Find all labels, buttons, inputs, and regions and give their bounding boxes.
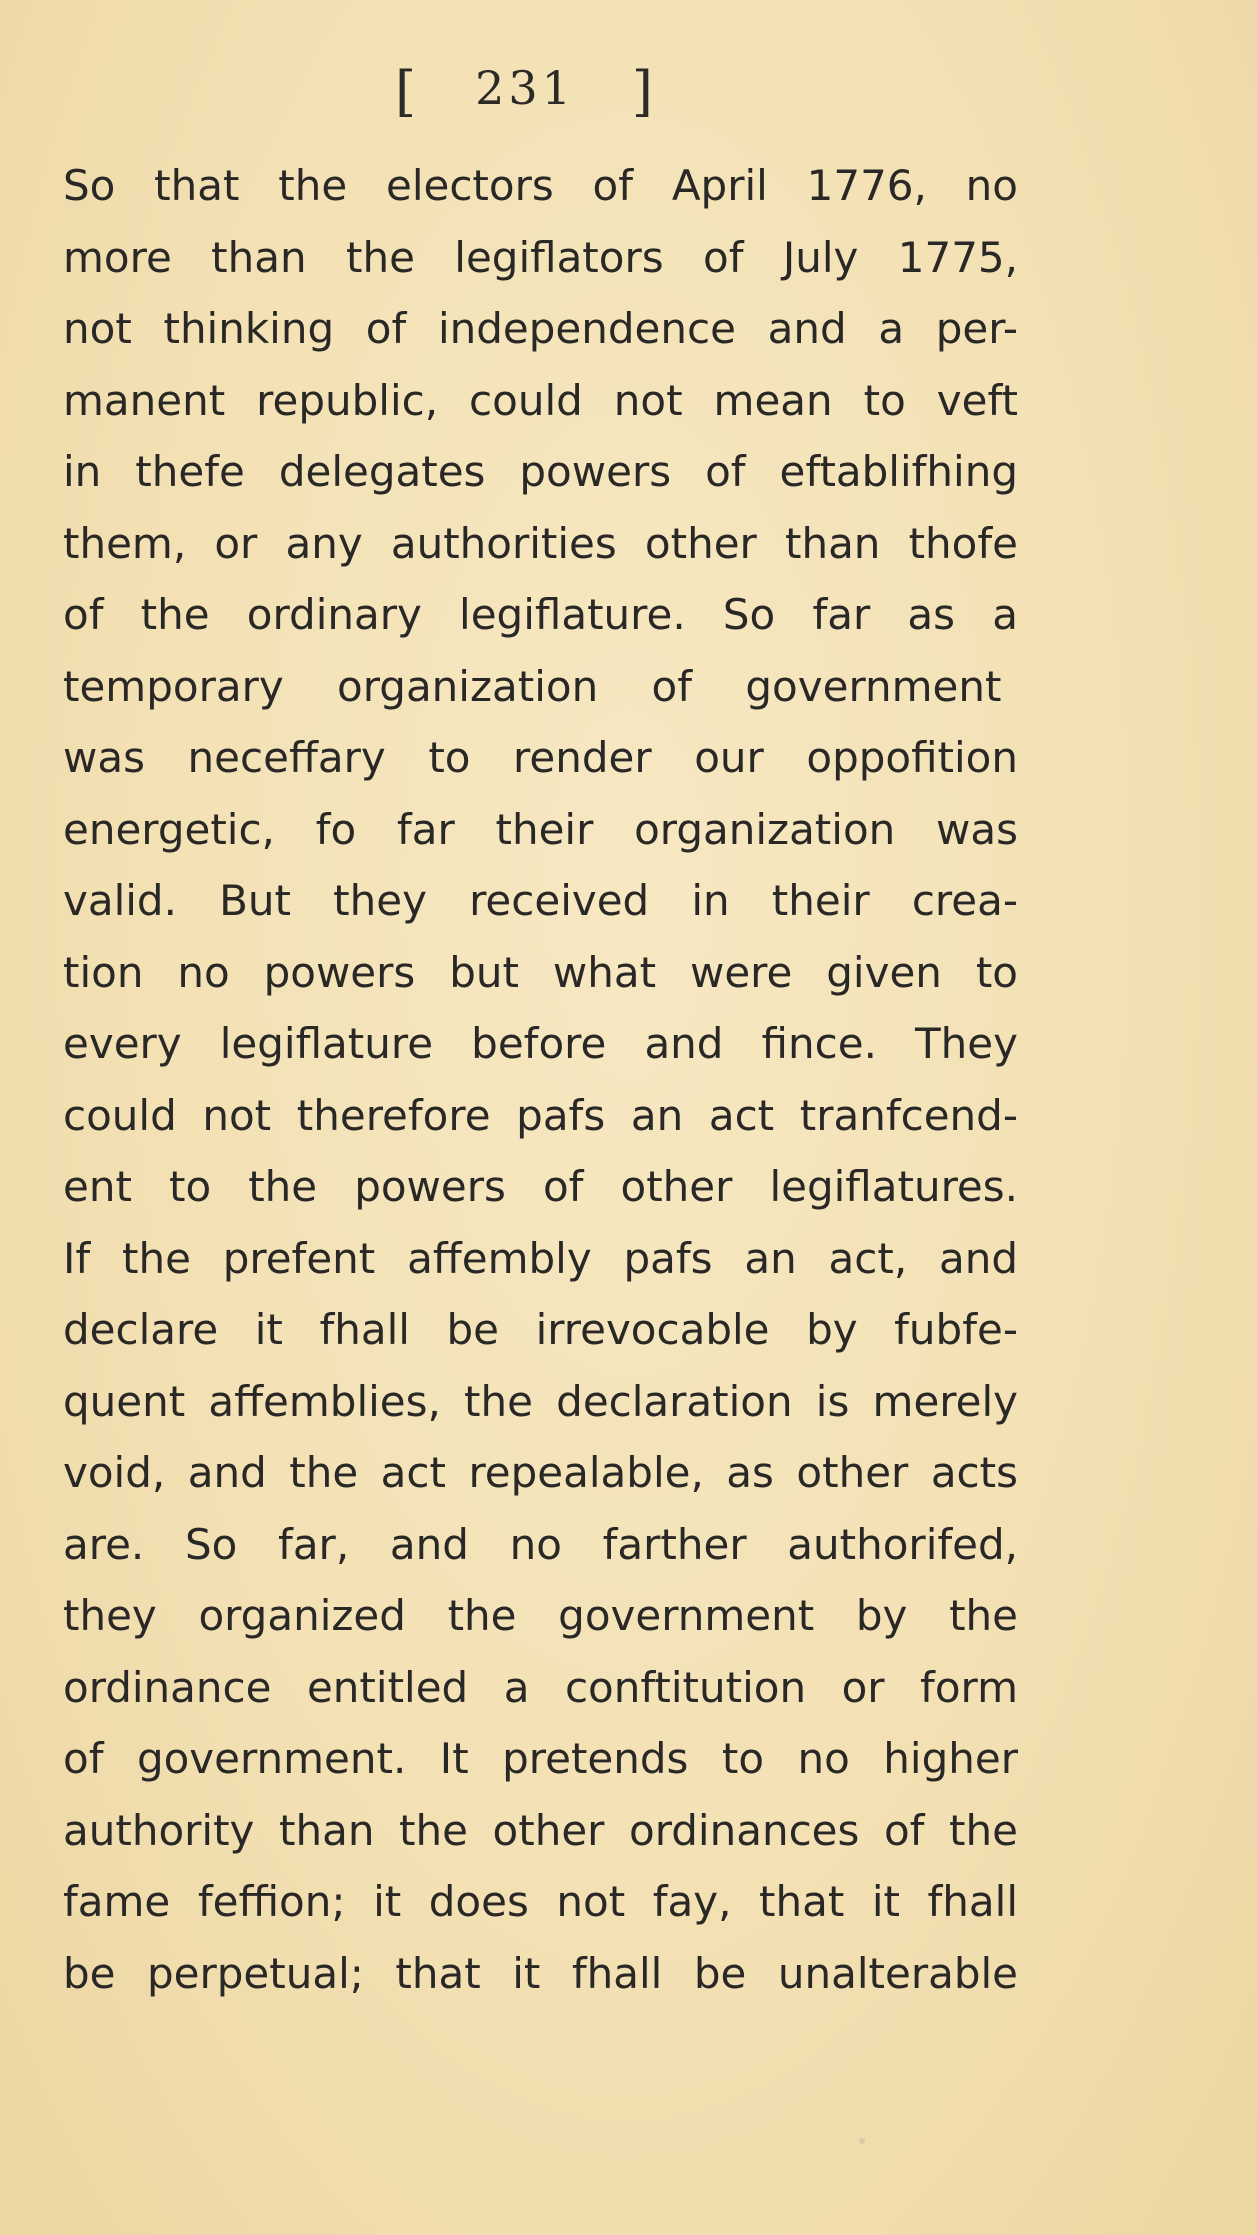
text-line: are. So far, and no farther authorifed,: [63, 1519, 1018, 1569]
page-number-value: 231: [475, 60, 575, 115]
text-line: be perpetual; that it fhall be unalterable: [63, 1948, 1018, 1998]
page-number-close-bracket: ]: [631, 60, 655, 123]
body-text: [63, 150, 1018, 2009]
text-line: energetic, fo far their organization was: [63, 804, 1018, 854]
text-line: declare it fhall be irrevocable by fubfe-: [63, 1305, 1018, 1354]
text-line: void, and the act repealable, as other acts: [63, 1448, 1018, 1497]
text-line: they organized the government by the: [63, 1591, 1018, 1640]
text-line: tion no powers but what were given to: [63, 947, 1018, 997]
text-line: temporary organization of government: [63, 661, 1002, 711]
text-line: If the prefent affembly pafs an act, and: [63, 1233, 1018, 1283]
text-line: more than the legiflators of July 1775,: [63, 232, 1018, 282]
text-line: could not therefore pafs an act tranfcend-: [63, 1090, 1018, 1140]
text-line: quent affemblies, the declaration is merely: [63, 1376, 1018, 1426]
text-line: them, or any authorities other than thofe: [63, 518, 1018, 568]
text-line: valid. But they received in their crea-: [63, 876, 1018, 925]
text-line: So that the electors of April 1776, no: [63, 161, 1018, 210]
page-number: [395, 60, 655, 123]
text-line: fame feffion; it does not fay, that it fhall: [63, 1877, 1018, 1926]
text-line: ent to the powers of other legiflatures.: [63, 1162, 1018, 1211]
text-line: not thinking of independence and a per-: [63, 304, 1018, 353]
text-line: in thefe delegates powers of eftablifhing: [63, 447, 1018, 496]
text-line: authority than the other ordinances of the: [63, 1805, 1018, 1855]
text-line: manent republic, could not mean to veft: [63, 375, 1018, 425]
text-line: ordinance entitled a conftitution or form: [63, 1662, 1018, 1712]
paper-speck: [859, 2138, 865, 2144]
page-number-open-bracket: [: [395, 60, 419, 123]
text-line: of government. It pretends to no higher: [63, 1734, 1018, 1783]
text-line: of the ordinary legiflature. So far as a: [63, 590, 1018, 639]
text-line: every legiflature before and fince. They: [63, 1019, 1018, 1068]
text-line: was neceffary to render our oppofition: [63, 733, 1018, 782]
